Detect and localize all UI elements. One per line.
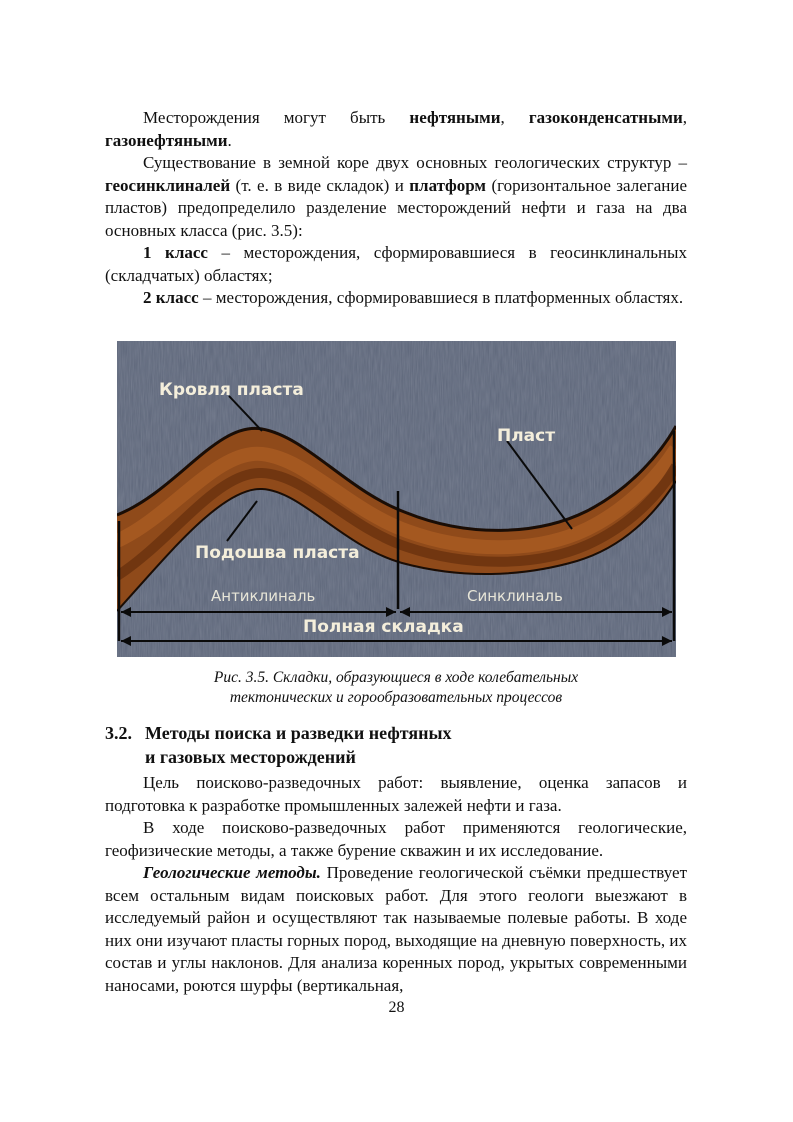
label-sole: Подошва пласта bbox=[195, 543, 360, 563]
section-title-line-1: Методы поиска и разведки нефтяных bbox=[145, 723, 452, 743]
geological-methods-term: Геологические методы. bbox=[143, 863, 321, 882]
intro-text bbox=[105, 107, 687, 310]
fold-diagram bbox=[117, 341, 676, 657]
paragraph-deposit-types: Месторождения могут быть нефтяными, газоконденсатными, газонефтяными. bbox=[105, 108, 687, 150]
paragraph-structures: Существование в земной коре двух основных геологических структур – геосинклиналей (т. е. в виде складок) и платформ (горизонтальное залегание пластов) предопределило разделение месторождений нефти и газа на два основных класса (рис. 3.5): bbox=[105, 153, 687, 240]
figure-caption bbox=[105, 668, 687, 708]
label-full-fold: Полная складка bbox=[303, 617, 464, 637]
caption-line-1: Рис. 3.5. Складки, образующиеся в ходе колебательных bbox=[213, 669, 579, 686]
section-title-line-2: и газовых месторождений bbox=[145, 747, 356, 767]
paragraph-class-1: 1 класс – месторождения, сформировавшиеся в геосинклинальных (складчатых) областях; bbox=[105, 243, 687, 285]
label-anticline: Антиклиналь bbox=[211, 587, 316, 605]
paragraph-methods: В ходе поисково-разведочных работ применяются геологические, геофизические методы, а также бурение скважин и их исследование. bbox=[105, 818, 687, 860]
section-heading bbox=[105, 721, 687, 769]
body-text bbox=[105, 772, 687, 997]
fold-figure bbox=[117, 341, 676, 657]
label-layer: Пласт bbox=[497, 426, 556, 446]
label-roof: Кровля пласта bbox=[159, 380, 304, 400]
page-number: 28 bbox=[388, 999, 405, 1016]
caption-line-2: тектонических и горообразовательных процессов bbox=[229, 689, 563, 706]
paragraph-geological-methods: Геологические методы. Проведение геологической съёмки предшествует всем остальным видам поисковых работ. Для этого геологи выезжают в исследуемый район и осуществляют так называемые полевые работы. В ходе них они изучают пласты горных пород, выходящие на дневную поверхность, их состав и углы наклонов. Для анализа коренных пород, укрытых современными наносами, роются шурфы (вертикальная, bbox=[105, 863, 687, 995]
section-number: 3.2. bbox=[105, 723, 132, 743]
paragraph-goal: Цель поисково-разведочных работ: выявление, оценка запасов и подготовка к разработке промышленных залежей нефти и газа. bbox=[105, 773, 687, 815]
label-syncline: Синклиналь bbox=[467, 587, 563, 605]
paragraph-class-2: 2 класс – месторождения, сформировавшиеся в платформенных областях. bbox=[143, 288, 684, 307]
